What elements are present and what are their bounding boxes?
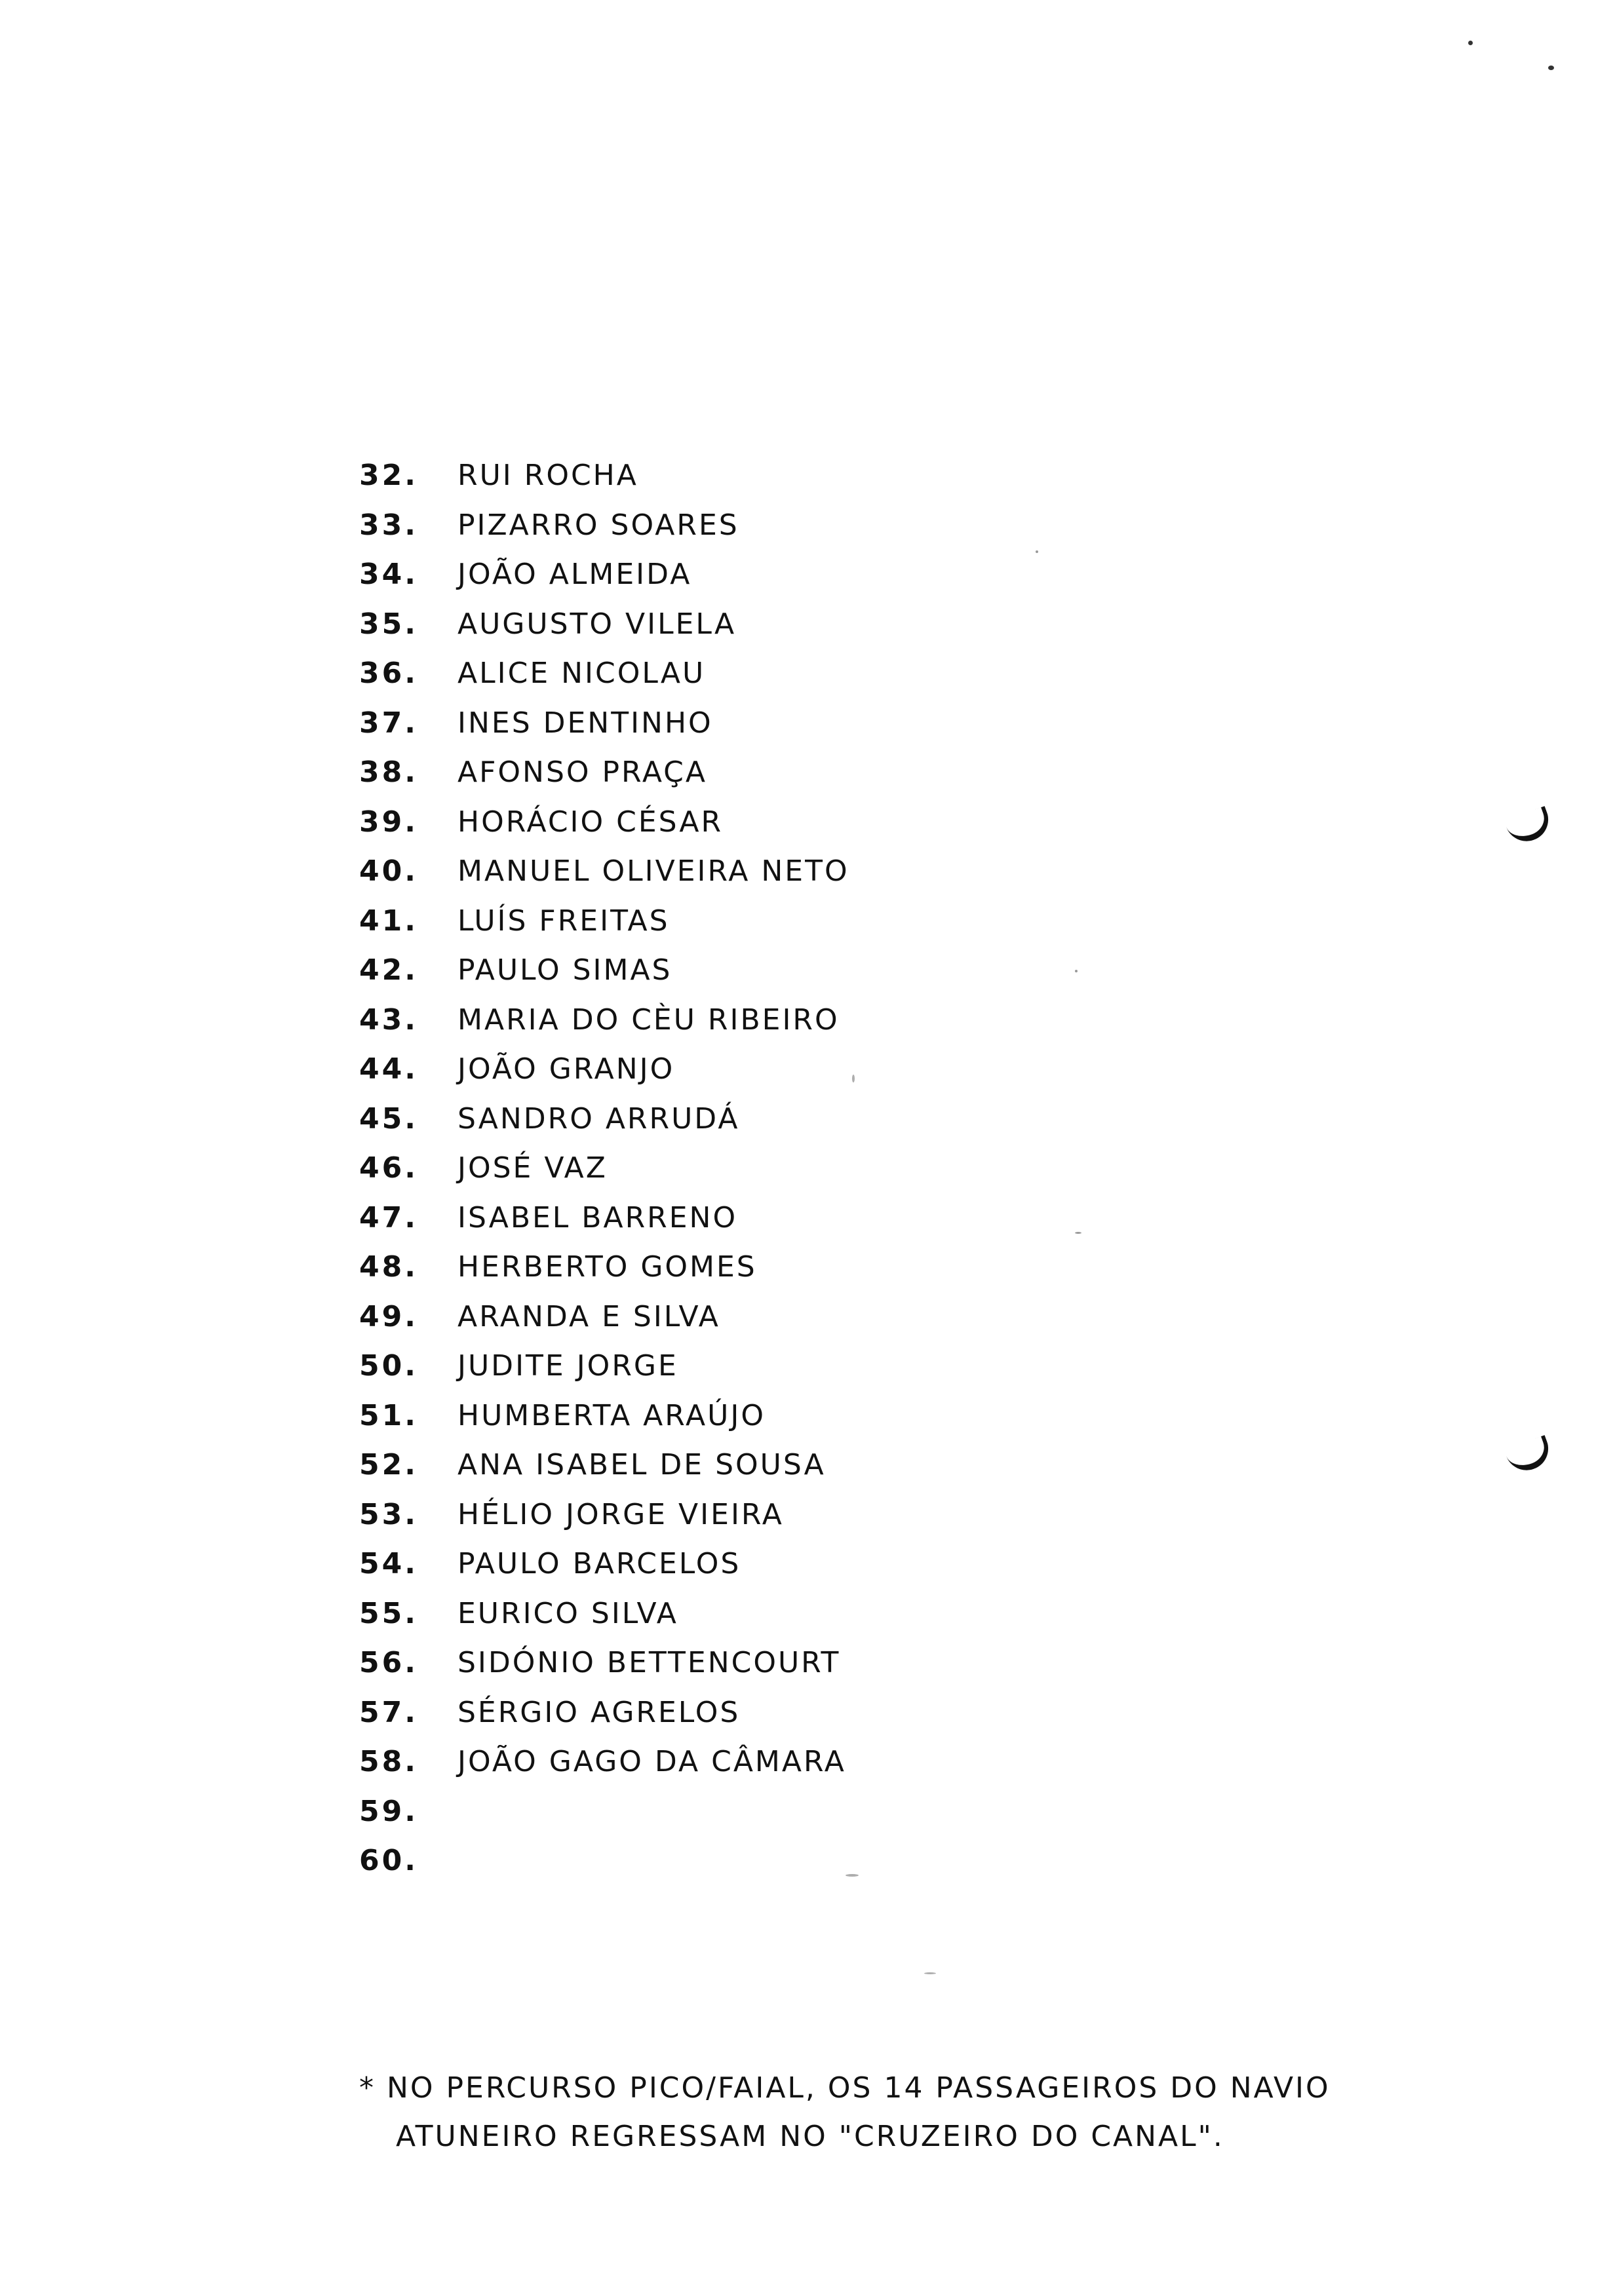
list-item — [359, 1448, 1146, 1498]
item-number: 58. — [359, 1745, 418, 1778]
item-number: 34. — [359, 558, 418, 591]
item-number: 43. — [359, 1003, 418, 1037]
list-item — [359, 1151, 1146, 1201]
passenger-name: HERBERTO GOMES — [457, 1250, 757, 1284]
item-number: 41. — [359, 904, 418, 938]
item-number: 48. — [359, 1250, 418, 1284]
item-number: 51. — [359, 1398, 418, 1432]
passenger-name: RUI ROCHA — [457, 459, 638, 492]
passenger-name: ANA ISABEL DE SOUSA — [457, 1448, 826, 1482]
item-number: 40. — [359, 854, 418, 888]
item-number: 46. — [359, 1151, 418, 1185]
item-number: 42. — [359, 953, 418, 987]
item-number: 38. — [359, 756, 418, 789]
scan-speck — [1075, 970, 1078, 972]
list-item — [359, 1102, 1146, 1152]
passenger-name: JOSÉ VAZ — [457, 1151, 608, 1185]
list-item — [359, 953, 1146, 1003]
passenger-name: SÉRGIO AGRELOS — [457, 1695, 741, 1729]
scan-speck — [852, 1075, 855, 1082]
list-item — [359, 756, 1146, 805]
list-item — [359, 459, 1146, 508]
passenger-name: ISABEL BARRENO — [457, 1200, 738, 1234]
item-number: 54. — [359, 1547, 418, 1580]
item-number: 57. — [359, 1695, 418, 1729]
scan-speck — [1548, 66, 1554, 70]
margin-brace-mark — [1504, 1435, 1555, 1476]
list-item — [359, 706, 1146, 756]
item-number: 35. — [359, 607, 418, 641]
list-item — [359, 1745, 1146, 1795]
scan-speck — [846, 1874, 859, 1877]
passenger-name: SIDÓNIO BETTENCOURT — [457, 1646, 841, 1679]
passenger-name: PIZARRO SOARES — [457, 508, 739, 542]
passenger-name: HORÁCIO CÉSAR — [457, 805, 724, 839]
passenger-name: JOÃO GRANJO — [457, 1052, 675, 1086]
item-number: 52. — [359, 1448, 418, 1482]
item-number: 33. — [359, 508, 418, 542]
list-item — [359, 1300, 1146, 1350]
item-number: 39. — [359, 805, 418, 839]
footnote-line: ATUNEIRO REGRESSAM NO "CRUZEIRO DO CANAL". — [396, 2120, 1224, 2153]
list-item — [359, 1052, 1146, 1102]
list-item — [359, 854, 1146, 904]
passenger-name: AFONSO PRAÇA — [457, 756, 707, 789]
passenger-name: HÉLIO JORGE VIEIRA — [457, 1497, 784, 1531]
list-item — [359, 1498, 1146, 1548]
scan-speck — [1036, 550, 1038, 553]
item-number: 59. — [359, 1794, 418, 1828]
passenger-name: MARIA DO CÈU RIBEIRO — [457, 1003, 840, 1037]
item-number: 50. — [359, 1349, 418, 1383]
passenger-name: JUDITE JORGE — [457, 1349, 678, 1383]
scan-speck — [1075, 1232, 1081, 1234]
passenger-name: JOÃO GAGO DA CÂMARA — [457, 1745, 846, 1778]
list-item — [359, 1201, 1146, 1251]
item-number: 55. — [359, 1596, 418, 1630]
list-item — [359, 607, 1146, 657]
list-item — [359, 508, 1146, 558]
item-number: 56. — [359, 1646, 418, 1679]
passenger-list — [359, 459, 1146, 1894]
list-item — [359, 1696, 1146, 1746]
item-number: 36. — [359, 657, 418, 690]
passenger-name: ALICE NICOLAU — [457, 657, 706, 690]
passenger-name: INES DENTINHO — [457, 706, 713, 740]
footnote-line: * NO PERCURSO PICO/FAIAL, OS 14 PASSAGEIROS DO NAVIO — [359, 2071, 1331, 2105]
list-item — [359, 1795, 1146, 1845]
item-number: 47. — [359, 1200, 418, 1234]
passenger-name: PAULO BARCELOS — [457, 1547, 741, 1580]
footnote — [359, 2064, 1408, 2161]
passenger-name: PAULO SIMAS — [457, 953, 672, 987]
list-item — [359, 1399, 1146, 1449]
passenger-name: MANUEL OLIVEIRA NETO — [457, 854, 849, 888]
passenger-name: AUGUSTO VILELA — [457, 607, 737, 641]
list-item — [359, 1597, 1146, 1647]
passenger-name: HUMBERTA ARAÚJO — [457, 1398, 766, 1432]
list-item — [359, 657, 1146, 706]
item-number: 44. — [359, 1052, 418, 1086]
list-item — [359, 1250, 1146, 1300]
list-item — [359, 805, 1146, 855]
passenger-name: LUÍS FREITAS — [457, 904, 670, 938]
list-item — [359, 1646, 1146, 1696]
scan-speck — [1468, 41, 1473, 45]
item-number: 60. — [359, 1844, 418, 1877]
margin-brace-mark — [1504, 806, 1555, 847]
scan-speck — [924, 1972, 936, 1974]
list-item — [359, 904, 1146, 954]
item-number: 32. — [359, 459, 418, 492]
list-item — [359, 1547, 1146, 1597]
item-number: 49. — [359, 1299, 418, 1333]
list-item — [359, 1844, 1146, 1894]
passenger-name: EURICO SILVA — [457, 1596, 678, 1630]
item-number: 37. — [359, 706, 418, 740]
item-number: 53. — [359, 1497, 418, 1531]
list-item — [359, 558, 1146, 607]
list-item — [359, 1003, 1146, 1053]
passenger-name: ARANDA E SILVA — [457, 1299, 720, 1333]
list-item — [359, 1349, 1146, 1399]
item-number: 45. — [359, 1101, 418, 1136]
passenger-name: JOÃO ALMEIDA — [457, 558, 692, 591]
passenger-name: SANDRO ARRUDÁ — [457, 1101, 740, 1136]
